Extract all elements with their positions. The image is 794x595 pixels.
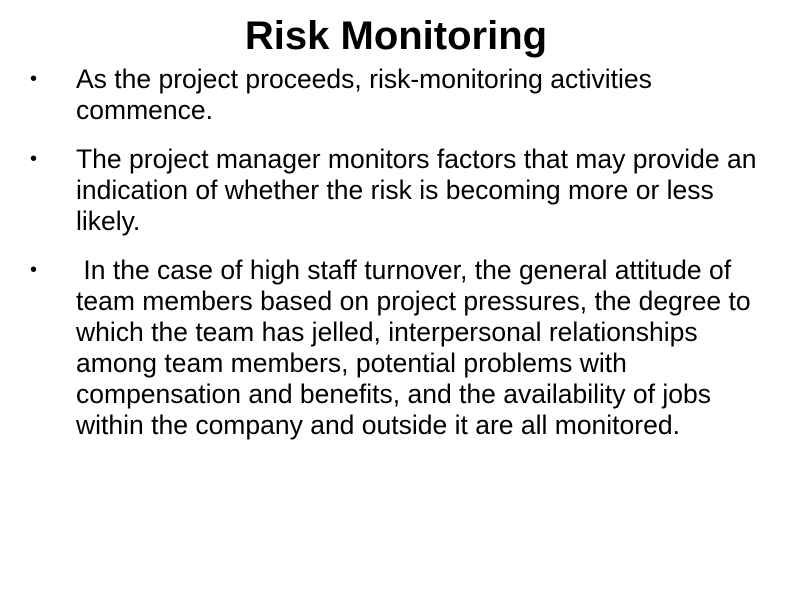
bullet-list <box>30 64 782 459</box>
slide-title-text: Risk Monitoring <box>244 14 548 58</box>
bullet-text: In the case of high staff turnover, the general attitude of team members based on project pressures, the degree to which the team has jelled, interpersonal relationships among team members, potential problems with compensation and benefits, and the availability of jobs within the company and outside it are all monitored. <box>76 255 759 440</box>
bullet-dot-icon: • <box>30 259 38 281</box>
slide-title <box>0 12 794 60</box>
bullet-text: As the project proceeds, risk-monitoring activities commence. <box>76 64 652 125</box>
bullet-item <box>30 144 782 237</box>
bullet-dot-icon: • <box>30 68 38 90</box>
bullet-item <box>30 64 782 126</box>
bullet-dot-icon: • <box>30 148 38 170</box>
bullet-item <box>30 255 782 441</box>
bullet-text: The project manager monitors factors that may provide an indication of whether the risk is becoming more or less likely. <box>76 144 757 236</box>
